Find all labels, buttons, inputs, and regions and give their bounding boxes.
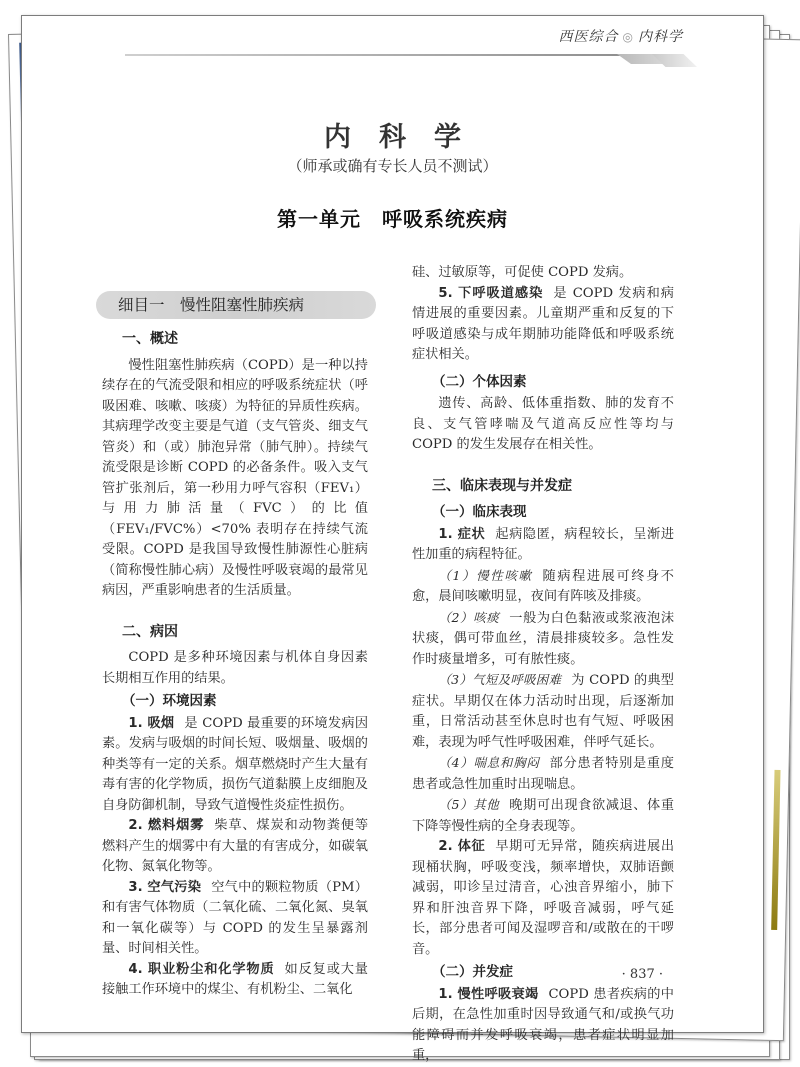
signs-paragraph: 2. 体征 早期可无异常，随疾病进展出现桶状胸，呼吸变浅，频率增快，双肺语颤减弱，叩诊呈过清音，心浊音界缩小，肺下界和肝浊音界下降，呼吸音减弱，呼气延长，部分患者可闻及湿啰音和/或散在的干啰音。 xyxy=(412,839,675,957)
subject-note: （师承或确有专长人员不测试） xyxy=(287,157,498,175)
env-item: 2. 燃料烟雾 柴草、煤炭和动物粪便等燃料产生的烟雾中有大量的有害成分，如碳氧化物、氮氧化物等。 xyxy=(102,818,369,874)
running-head-subject: 内科学 xyxy=(638,29,683,45)
header-tab-decoration xyxy=(652,54,697,67)
subject-title: 内科学 xyxy=(324,122,489,153)
symptoms-paragraph: 1. 症状 起病隐匿，病程较长，呈渐进性加重的病程特征。 xyxy=(412,526,675,562)
heading-env-factors: （一）环境因素 xyxy=(122,693,217,709)
symptom-item: （1）慢性咳嗽 随病程进展可终身不愈，晨间咳嗽明显，夜间有阵咳及排痰。 xyxy=(412,567,674,604)
running-head xyxy=(559,26,683,46)
book-page xyxy=(21,15,764,1063)
heading-overview: 一、概述 xyxy=(122,331,178,347)
heading-complications: （二）并发症 xyxy=(432,964,513,980)
env-item: 3. 空气污染 空气中的颗粒物质（PM）和有害气体物质（二氧化硫、二氧化氮、臭氧和一氧化碳等）与 COPD 的发生呈暴露剂量、时间相关性。 xyxy=(102,879,368,956)
env-item: 1. 吸烟 是 COPD 最重要的环境发病因素。发病与吸烟的时间长短、吸烟量、吸烟的种类等有一定的关系。烟草燃烧时产生大量有毒有害的化学物质，损伤气道黏膜上皮细胞及自身防御机制，导致气道慢性炎症性损伤。 xyxy=(102,715,369,813)
section-bar: 细目一 慢性阻塞性肺疾病 xyxy=(96,291,376,319)
heading-clinical: 三、临床表现与并发症 xyxy=(432,477,572,494)
unit-title: 第一单元 呼吸系统疾病 xyxy=(277,207,508,231)
complication-item: 1. 慢性呼吸衰竭 COPD 患者疾病的中后期，在急性加重时因导致通气和/或换气功能障碍而并发呼吸衰竭，患者症状明显加重， xyxy=(412,986,674,1063)
individual-text: 遗传、高龄、低体重指数、肺的发育不良、支气管哮喘及气道高反应性等均与 COPD 的发生发展存在相关性。 xyxy=(412,396,674,452)
heading-individual-factors: （二）个体因素 xyxy=(432,373,527,390)
symptom-item: （5）其他 晚期可出现食欲减退、体重下降等慢性病的全身表现等。 xyxy=(412,797,675,834)
env-item-5: 5. 下呼吸道感染 是 COPD 发病和病情进展的重要因素。儿童期严重和反复的下呼吸道感染与成年期肺功能降低和呼吸系统症状相关。 xyxy=(412,285,674,362)
page-number: · 837 · xyxy=(621,967,663,982)
env-item: 4. 职业粉尘和化学物质 如反复或大量接触工作环境中的煤尘、有机粉尘、二氧化 xyxy=(102,961,368,997)
symptom-item: （4）喘息和胸闷 部分患者特别是重度患者或急性加重时出现喘息。 xyxy=(412,755,674,792)
right-column xyxy=(412,263,674,1067)
page-edge-gold xyxy=(771,770,780,930)
etiology-intro: COPD 是多种环境因素与机体自身因素长期相互作用的结果。 xyxy=(102,650,368,686)
overview-paragraph: 慢性阻塞性肺疾病（COPD）是一种以持续存在的气流受限和相应的呼吸系统症状（呼吸困难、咳嗽、咳痰）为特征的异质性疾病。其病理学改变主要是气道（支气管炎、细支气管炎）和（或）肺泡异常（肺气肿）。持续气流受限是诊断 COPD 的必备条件。吸入支气管扩张剂后，第一秒用力呼气容积（FEV₁）与用力肺活量（FVC）的比值（FEV₁/FVC%）<70% 表明存在持续气流受限。COPD 是我国导致慢性肺源性心脏病（简称慢性肺心病）及慢性呼吸衰竭的最常见病因，严重影响患者的生活质量。 xyxy=(102,357,368,598)
heading-clinical-manifestations: （一）临床表现 xyxy=(432,504,527,520)
header-rule xyxy=(125,54,625,56)
left-column xyxy=(102,281,368,1001)
heading-etiology: 二、病因 xyxy=(122,623,178,640)
running-head-separator: ◎ xyxy=(622,30,634,44)
running-head-book: 西医综合 xyxy=(558,29,619,45)
symptom-item: （3）气短及呼吸困难 为 COPD 的典型症状。早期仅在体力活动时出现，后逐渐加重，日常活动甚至休息时也有气短、呼吸困难，表现为呼气性呼吸困难，伴呼气延长。 xyxy=(412,672,674,750)
symptom-item: （2）咳痰 一般为白色黏液或浆液泡沫状痰，偶可带血丝，清晨排痰较多。急性发作时痰量增多，可有脓性痰。 xyxy=(412,609,675,667)
continuation-text: 硅、过敏原等，可促使 COPD 发病。 xyxy=(412,265,633,280)
